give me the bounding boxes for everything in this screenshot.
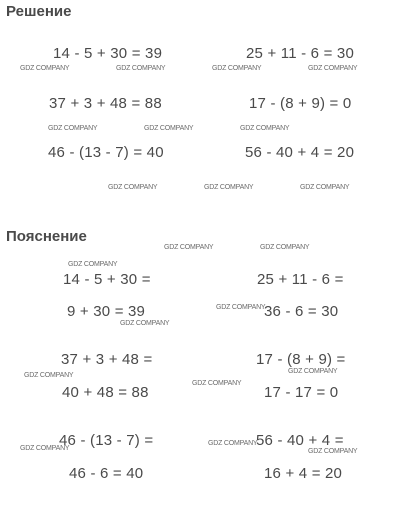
watermark: GDZ COMPANY <box>308 448 358 455</box>
solution-equation: 17 - (8 + 9) = 0 <box>249 95 352 112</box>
watermark: GDZ COMPANY <box>164 244 214 251</box>
watermark: GDZ COMPANY <box>240 125 290 132</box>
explanation-step: 56 - 40 + 4 = <box>256 432 344 449</box>
watermark: GDZ COMPANY <box>216 304 266 311</box>
explanation-step: 16 + 4 = 20 <box>264 465 343 482</box>
explanation-heading: Пояснение <box>6 228 87 245</box>
watermark: GDZ COMPANY <box>300 184 350 191</box>
watermark: GDZ COMPANY <box>144 125 194 132</box>
explanation-step: 46 - 6 = 40 <box>69 465 144 482</box>
watermark: GDZ COMPANY <box>68 261 118 268</box>
watermark: GDZ COMPANY <box>20 445 70 452</box>
explanation-step: 37 + 3 + 48 = <box>61 351 153 368</box>
watermark: GDZ COMPANY <box>120 320 170 327</box>
solution-equation: 25 + 11 - 6 = 30 <box>246 45 355 62</box>
watermark: GDZ COMPANY <box>208 440 258 447</box>
explanation-step: 46 - (13 - 7) = <box>59 432 154 449</box>
explanation-step: 17 - (8 + 9) = <box>256 351 346 368</box>
watermark: GDZ COMPANY <box>212 65 262 72</box>
explanation-step: 14 - 5 + 30 = <box>63 271 151 288</box>
explanation-step: 9 + 30 = 39 <box>67 303 146 320</box>
solution-equation: 14 - 5 + 30 = 39 <box>53 45 163 62</box>
explanation-step: 40 + 48 = 88 <box>62 384 149 401</box>
explanation-step: 17 - 17 = 0 <box>264 384 339 401</box>
watermark: GDZ COMPANY <box>24 372 74 379</box>
watermark: GDZ COMPANY <box>260 244 310 251</box>
watermark: GDZ COMPANY <box>204 184 254 191</box>
solution-heading: Решение <box>6 3 72 20</box>
watermark: GDZ COMPANY <box>48 125 98 132</box>
watermark: GDZ COMPANY <box>288 368 338 375</box>
solution-equation: 37 + 3 + 48 = 88 <box>49 95 162 112</box>
watermark: GDZ COMPANY <box>108 184 158 191</box>
watermark: GDZ COMPANY <box>192 380 242 387</box>
watermark: GDZ COMPANY <box>116 65 166 72</box>
watermark: GDZ COMPANY <box>308 65 358 72</box>
watermark: GDZ COMPANY <box>20 65 70 72</box>
explanation-step: 25 + 11 - 6 = <box>257 271 344 288</box>
solution-equation: 56 - 40 + 4 = 20 <box>245 144 355 161</box>
explanation-step: 36 - 6 = 30 <box>264 303 339 320</box>
solution-equation: 46 - (13 - 7) = 40 <box>48 144 164 161</box>
